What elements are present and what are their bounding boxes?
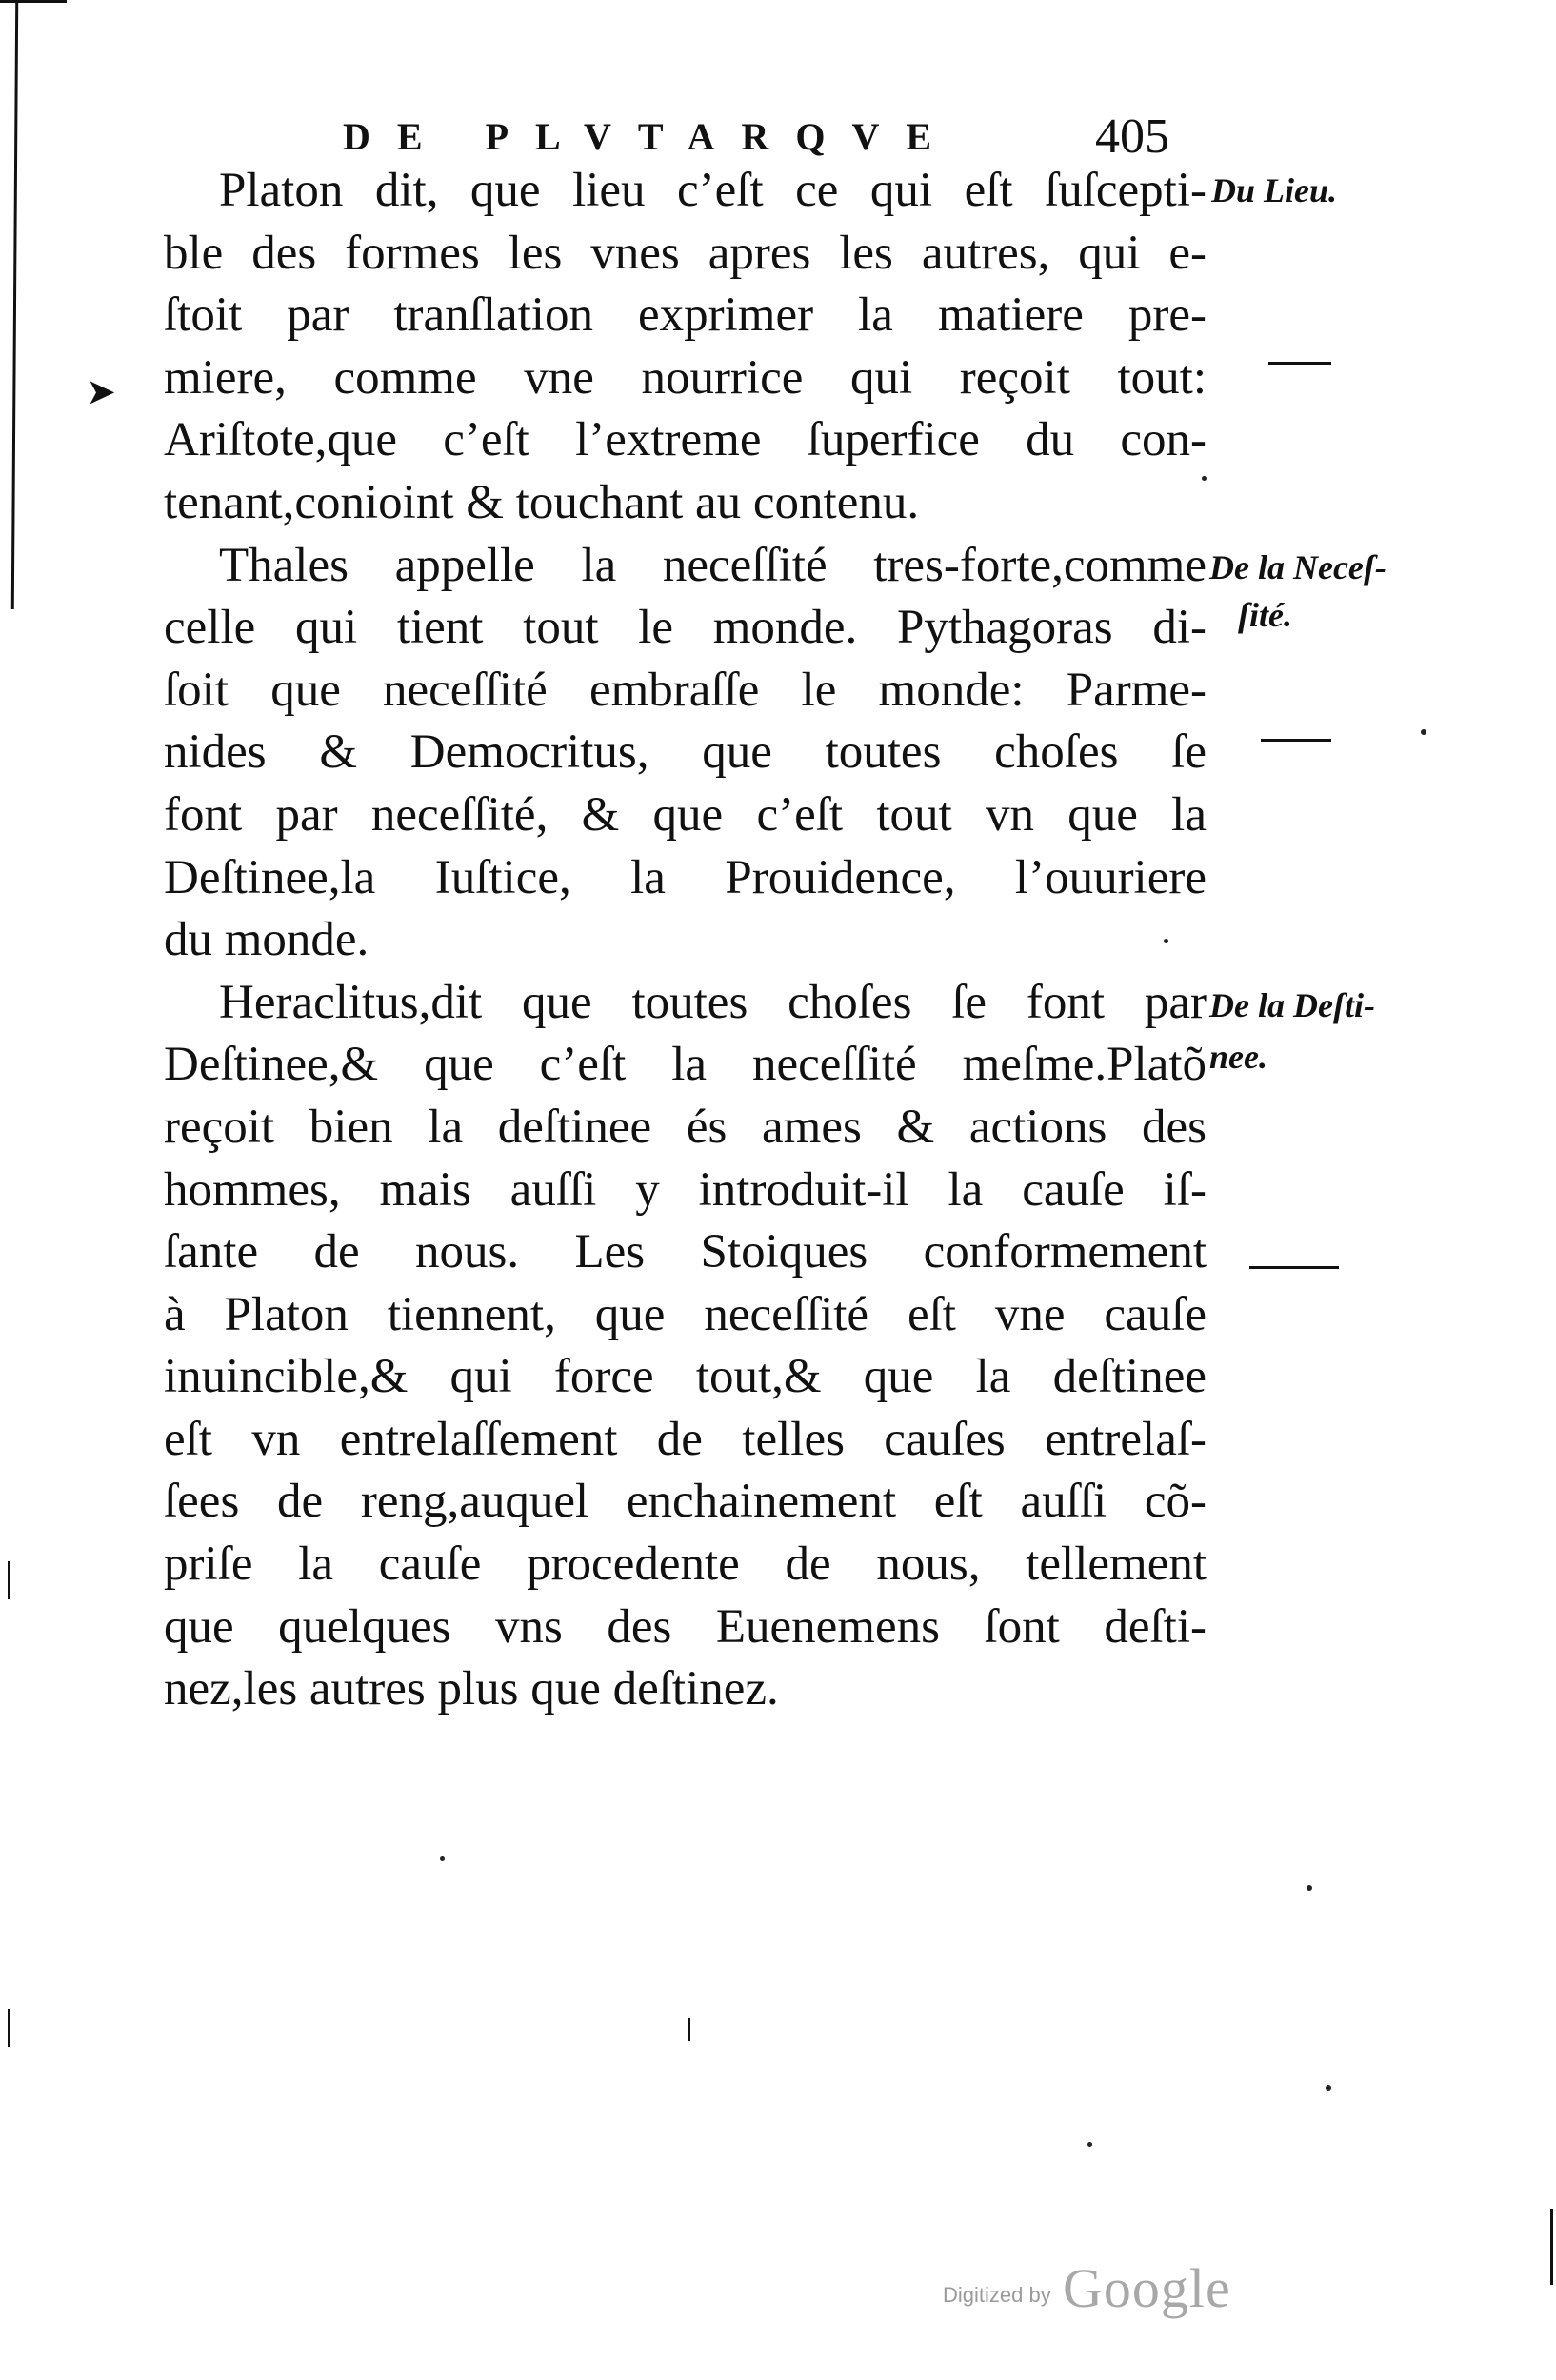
margin-note-necessite-cont: ſité. [1238, 596, 1292, 634]
scan-speck [1087, 2142, 1092, 2147]
scan-speck [1164, 939, 1168, 943]
text-line: miere, comme vne nourrice qui reçoit tout: [164, 350, 1207, 405]
text-line: Platon dit, que lieu c’eſt ce qui eſt ſuſcepti- [219, 164, 1207, 217]
text-line: Deſtinee,la Iuſtice, la Prouidence, l’ouuriere [164, 850, 1207, 904]
text-line: font par neceſſité, & que c’eſt tout vn que la [164, 787, 1207, 842]
text-line: à Platon tiennent, que neceſſité eſt vne cauſe [164, 1287, 1207, 1341]
margin-dash [1261, 739, 1331, 742]
text-line: du monde. [164, 913, 369, 967]
page-number: 405 [1095, 109, 1169, 164]
margin-dash [1249, 1266, 1339, 1269]
scan-speck [1307, 1885, 1312, 1891]
margin-note-lieu: Du Lieu. [1211, 171, 1338, 209]
margin-tick [688, 2018, 690, 2041]
frame-left-rule [11, 0, 18, 609]
text-line: celle qui tient tout le monde. Pythagoras di- [164, 601, 1207, 655]
scan-speck [1202, 476, 1207, 481]
text-line: ſoit que neceſſité embraſſe le monde: Parme- [164, 663, 1207, 717]
google-logo: Google [1063, 2257, 1231, 2319]
paragraph-destinee [164, 972, 1207, 1721]
margin-tick [8, 1561, 10, 1599]
watermark-prefix: Digitized by [943, 2283, 1051, 2307]
text-line: Heraclitus,dit que toutes choſes ſe font par [219, 975, 1207, 1029]
text-line: eſt vn entrelaſſement de telles cauſes entrelaſ- [164, 1412, 1207, 1466]
body-text [164, 160, 1207, 1721]
paragraph-lieu [164, 160, 1207, 535]
paragraph-necessite [164, 535, 1207, 972]
scan-speck [440, 1856, 445, 1861]
text-line: nides & Democritus, que toutes choſes ſe [164, 725, 1207, 780]
text-line: ſante de nous. Les Stoiques conformement [164, 1225, 1207, 1279]
margin-note-destinee-cont: nee. [1209, 1038, 1267, 1076]
text-line: ſees de reng,auquel enchainement eſt auſſi cõ- [164, 1475, 1207, 1529]
margin-note-destinee: De la Deſti- [1209, 986, 1375, 1024]
text-line: Ariſtote,que c’eſt l’extreme ſuperfice du con- [164, 413, 1207, 467]
text-line: nez,les autres plus que deſtinez. [164, 1662, 779, 1716]
text-line: ſtoit par tranſlation exprimer la matiere pre- [164, 288, 1207, 343]
text-line: Thales appelle la neceſſité tres-forte,comme [219, 538, 1207, 592]
pointer-mark-icon: ➤ [88, 375, 115, 410]
margin-dash [1268, 362, 1331, 365]
frame-corner-line [0, 0, 67, 3]
text-line: priſe la cauſe procedente de nous, tellement [164, 1537, 1207, 1592]
margin-tick [1550, 2209, 1553, 2285]
margin-note-necessite: De la Neceſ- [1209, 548, 1386, 586]
text-line: reçoit bien la deſtinee és ames & actions des [164, 1100, 1207, 1154]
scan-speck [1326, 2085, 1331, 2091]
running-title: DE PLVTARQVE [343, 115, 959, 158]
text-line: hommes, mais auſſi y introduit-il la cauſe iſ- [164, 1162, 1207, 1217]
text-line: ble des formes les vnes apres les autres, qui e- [164, 226, 1207, 280]
text-line: tenant,conioint & touchant au contenu. [164, 475, 920, 529]
digitized-watermark [943, 2256, 1305, 2323]
text-line: inuincible,& qui force tout,& que la deſtinee [164, 1350, 1207, 1404]
text-line: Deſtinee,& que c’eſt la neceſſité meſme.Platõ [164, 1038, 1207, 1092]
scan-speck [1421, 729, 1426, 735]
text-line: que quelques vns des Euenemens ſont deſti- [164, 1599, 1207, 1654]
margin-tick [8, 2009, 10, 2047]
